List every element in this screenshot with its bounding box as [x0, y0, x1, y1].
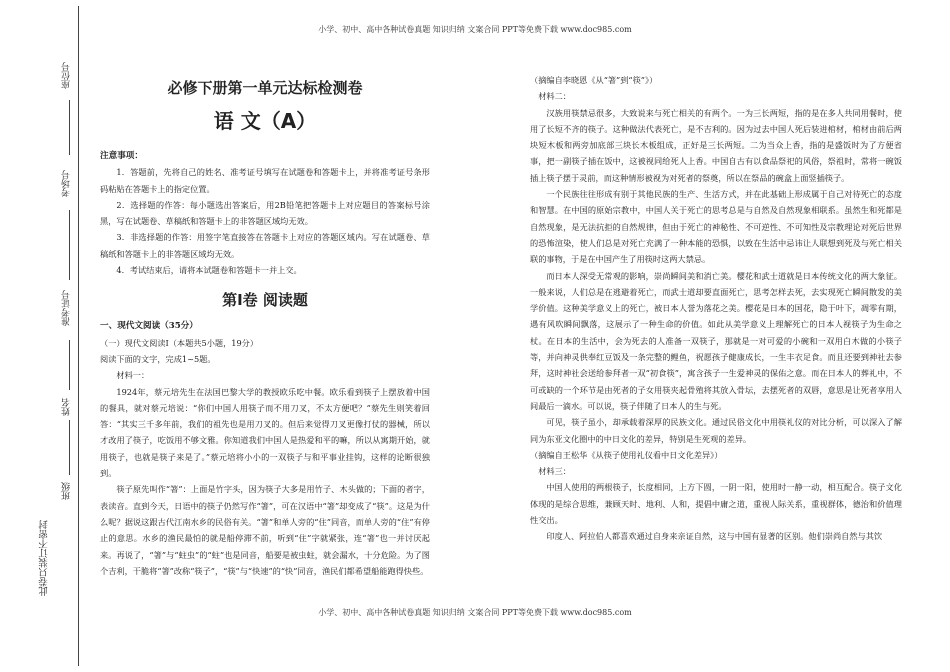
exam-room-label: 考场号 — [62, 170, 72, 197]
source-citation: （摘编自王松华《从筷子使用礼仪看中日文化差异》） — [530, 449, 723, 460]
notice-item: 4．考试结束后，请将本试题卷和答题卡一并上交。 — [116, 265, 302, 276]
seat-fill-line — [69, 100, 70, 155]
left-column — [100, 78, 430, 579]
name-label: 姓名 — [62, 398, 72, 416]
page-header: 小学、初中、高中各种试卷真题 知识归纳 文案合同 PPT等免费下载 www.doc985.com — [318, 25, 632, 34]
notice-item: 2．选择题的作答：每小题选出答案后，用2B铅笔把答题卡上对应题目的答案标号涂黑，写在试题卷、草稿纸和答题卡上的非答题区域均无效。 — [100, 199, 430, 227]
material-label: 材料一： — [116, 370, 150, 381]
binding-line — [78, 6, 79, 666]
exam-room-fill-line — [69, 210, 70, 280]
page-footer: 小学、初中、高中各种试卷真题 知识归纳 文案合同 PPT等免费下载 www.doc985.com — [318, 608, 632, 617]
notice-item: 1．答题前，先将自己的姓名、准考证号填写在试题卷和答题卡上，并将准考证号条形码粘贴在答题卡上的指定位置。 — [100, 167, 430, 194]
subject-title: 语 文（A） — [213, 109, 317, 133]
name-fill-line — [69, 420, 70, 475]
seat-label: 座位号 — [62, 62, 72, 89]
exam-title: 必修下册第一单元达标检测卷 — [167, 79, 363, 97]
right-column — [530, 72, 902, 545]
class-label: 班级 — [62, 482, 72, 500]
seal-notice: 此卷只装订不密封 — [39, 520, 50, 596]
section-heading: 一、现代文阅读（35分） — [100, 321, 198, 332]
material-label: 材料二： — [538, 91, 571, 102]
material-label: 材料三： — [538, 466, 571, 477]
paragraph: 而日本人深受无常观的影响，崇尚瞬间美和消亡美。樱花和武士道就是日本传统文化的两大象征。一般来说，人们总是在逃避着死亡，而武士道却要直面死亡，思考怎样去死，去实现死亡瞬间散发的美学价值。这种美学意义上的死亡，被日本人誉为落花之美。樱花是日本的国花，隐于叶下，凋零有期，遇有风吹瞬间飘落，这展示了一种生命的价值。如此从美学意义上理解死亡的日本人视筷子为生命之杖。在日本的生活中，会为死去的人准备一双筷子，那就是一对可爱的小碗和一双用白木做的小筷子等，并向神灵供奉红豆饭及一条完整的鲤鱼，祝愿孩子健康成长，一生丰衣足食。而且还要到神社去参拜，这时神社会送给参拜者一双“初食筷”，寓含孩子一生爱神灵的保佑之意。而在日本人的葬礼中，不可或缺的一个环节是由死者的子女用筷夹起骨殖将其放入骨坛，去摆死者的双唇，意思是让死者享用人间最后一滴水。可以说，筷子伴随了日本人的生与死。 — [530, 270, 902, 411]
notice-title: 注意事项： — [100, 151, 143, 161]
paragraph: 印度人、阿拉伯人都喜欢通过自身来亲证自然，这与中国有显著的区别。他们崇尚自然与其饮 — [546, 531, 883, 542]
paragraph: 汉族用筷禁忌很多，大致说来与死亡相关的有两个。一为三长两短，指的是在多人共同用餐时，使用了长短不齐的筷子。这种做法代表死亡，是不吉利的。因为过去中国人死后装进棺材，棺材由前后两块短木板和两旁加底部三块长木板组成，正好是三长两短。二为当众上香，指的是盛饭时为了方便省事，把一副筷子插在饭中，这被视同给死人上香。中国自古有以食品祭祀的风俗，祭祖时，常将一碗饭插上筷子摆于灵前，而这种情形被视为对死者的祭奠，所以在祭品的碗盒上面竖插筷子。 — [530, 107, 902, 183]
paragraph: 一个民族往往形成有别于其他民族的生产、生活方式，并在此基础上形成属于自己对待死亡的态度和智慧。在中国的原始宗教中，中国人关于死亡的思考总是与自然及自然现象相联系。虽然生和死都是自然现象，是无法抗拒的自然规律，但由于死亡的神秘性、不可逆性、不可知性及宗教理论对死后世界的恐怖渲染，使人们总是对死亡充满了一种本能的恐惧，以致在生活中忌讳让人联想到死及与死亡相关联的事物，于是在中国产生了用筷时这两大禁忌。 — [530, 189, 902, 265]
part-title: 第Ⅰ卷 阅读题 — [222, 291, 308, 310]
paragraph: 可见，筷子虽小，却承载着深厚的民族文化。通过民俗文化中用筷礼仪的对比分析，可以深入了解同为东亚文化圈中的中日文化的差异，特别是生死观的差异。 — [530, 417, 902, 444]
paragraph: 中国人使用的两根筷子，长度相同，上方下圆，一阴一阳，使用时一静一动，相互配合。筷子文化体现的是综合思维，兼顾天时、地利、人和，提倡中庸之道，重视人际关系，重视群体，德治和价值理性交出。 — [530, 482, 902, 526]
paragraph: 1924年，蔡元培先生在法国巴黎大学的教授欧乐吃中餐。欧乐看到筷子上摆放着中国的餐具，就对蔡元培说：“你们中国人用筷子而不用刀叉，不太方便吧？”蔡先生则笑着回答：“其实三千多年前，我们的祖先也是用刀叉的。但后来觉得刀叉更像打仗的器械，所以才改用了筷子，吃饭用不够文雅。你知道我们中国人是热爱和平的嘛，所以从寓期开始，就用筷子，也就是筷子来是了。”蔡元培将小小的一双筷子与和平事业挂钩，这样的论断很独到。 — [100, 386, 430, 479]
subsection-heading: （一）现代文阅读Ⅰ（本题共5小题，19分） — [100, 337, 259, 348]
ticket-label: 准考证号 — [62, 290, 72, 326]
paragraph: 筷子原先叫作“箸”：上面是竹字头，因为筷子大多是用竹子、木头做的；下面的者字，表读音。直到今天，日语中的筷子仍然写作“箸”，可在汉语中“箸”却变成了“筷”。这是为什么呢？据说这跟古代江南水乡的民俗有关。“箸”和单人旁的“住”同音，而单人旁的“住”有停止的意思。水乡的渔民最怕的就是船停滞不前，听到“住”字就紧张，连“箸”也一并讨厌起来。再说了，“箸”与“蛀虫”的“蛀”也是同音，船要是被虫蛀，就会漏水，十分危险。为了图个吉利，干脆将“箸”改称“筷子”，“筷”与“快速”的“快”同音，渔民们都希望船能跑得快些。 — [100, 484, 430, 576]
source-citation: （摘编自李晓恩《从“箸”到“筷”》） — [530, 75, 658, 85]
instruction: 阅读下面的文字，完成1~5题。 — [100, 353, 216, 364]
notice-item: 3．非选择题的作答：用签字笔直接答在答题卡上对应的答题区域内。写在试题卷、草稿纸和答题卡上的非答题区域均无效。 — [100, 232, 430, 259]
ticket-fill-line — [69, 340, 70, 390]
